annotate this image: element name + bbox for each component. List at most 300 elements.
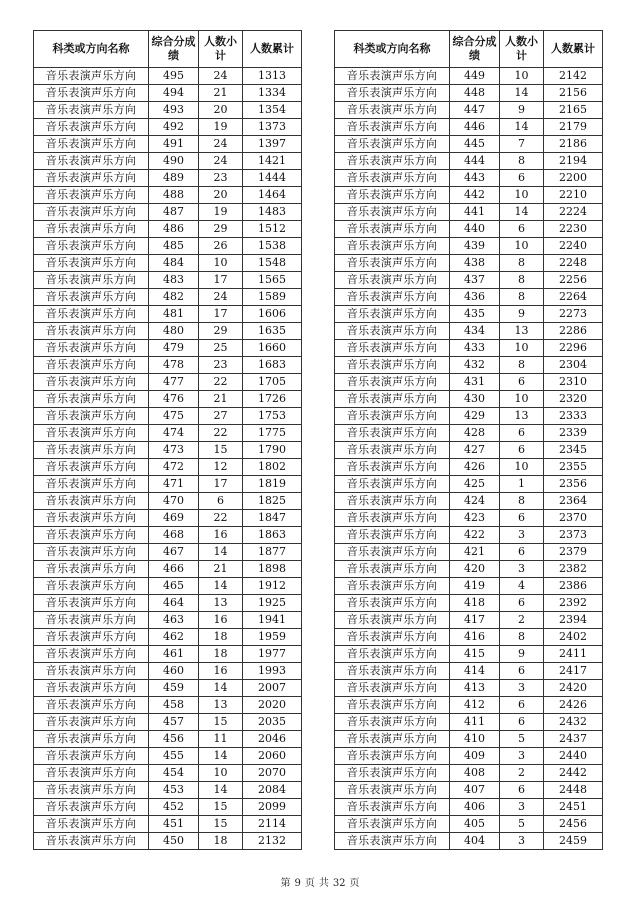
cell-cumulative: 2099	[243, 799, 302, 816]
footer-prefix: 第	[280, 878, 291, 889]
cell-name: 音乐表演声乐方向	[335, 238, 450, 255]
cell-cumulative: 2035	[243, 714, 302, 731]
cell-cumulative: 2310	[544, 374, 603, 391]
table-row	[335, 425, 603, 442]
cell-cumulative: 2382	[544, 561, 603, 578]
cell-count: 6	[500, 714, 544, 731]
cell-count: 18	[199, 646, 243, 663]
table-row	[34, 833, 302, 850]
cell-score: 433	[450, 340, 500, 357]
cell-score: 482	[149, 289, 199, 306]
cell-cumulative: 1977	[243, 646, 302, 663]
cell-cumulative: 1912	[243, 578, 302, 595]
cell-name: 音乐表演声乐方向	[335, 442, 450, 459]
cell-score: 430	[450, 391, 500, 408]
cell-cumulative: 2394	[544, 612, 603, 629]
cell-name: 音乐表演声乐方向	[335, 697, 450, 714]
cell-cumulative: 1925	[243, 595, 302, 612]
cell-score: 407	[450, 782, 500, 799]
cell-score: 461	[149, 646, 199, 663]
cell-count: 2	[500, 612, 544, 629]
table-row	[335, 510, 603, 527]
cell-count: 16	[199, 612, 243, 629]
cell-name: 音乐表演声乐方向	[34, 714, 149, 731]
table-row	[34, 289, 302, 306]
cell-score: 455	[149, 748, 199, 765]
table-row	[34, 578, 302, 595]
cell-name: 音乐表演声乐方向	[34, 187, 149, 204]
table-row	[335, 357, 603, 374]
cell-score: 485	[149, 238, 199, 255]
table-row	[335, 136, 603, 153]
cell-count: 13	[500, 408, 544, 425]
cell-cumulative: 2426	[544, 697, 603, 714]
cell-name: 音乐表演声乐方向	[34, 748, 149, 765]
cell-count: 3	[500, 680, 544, 697]
cell-score: 452	[149, 799, 199, 816]
cell-name: 音乐表演声乐方向	[34, 136, 149, 153]
cell-name: 音乐表演声乐方向	[335, 187, 450, 204]
cell-count: 24	[199, 136, 243, 153]
cell-name: 音乐表演声乐方向	[34, 391, 149, 408]
cell-cumulative: 2459	[544, 833, 603, 850]
cell-cumulative: 2339	[544, 425, 603, 442]
cell-score: 480	[149, 323, 199, 340]
table-row	[335, 289, 603, 306]
cell-cumulative: 2451	[544, 799, 603, 816]
cell-name: 音乐表演声乐方向	[335, 306, 450, 323]
cell-cumulative: 2356	[544, 476, 603, 493]
cell-name: 音乐表演声乐方向	[335, 799, 450, 816]
cell-score: 472	[149, 459, 199, 476]
cell-cumulative: 1941	[243, 612, 302, 629]
cell-score: 441	[450, 204, 500, 221]
cell-count: 7	[500, 136, 544, 153]
cell-cumulative: 2256	[544, 272, 603, 289]
table-row	[335, 119, 603, 136]
table-row	[335, 374, 603, 391]
cell-score: 453	[149, 782, 199, 799]
cell-score: 493	[149, 102, 199, 119]
cell-name: 音乐表演声乐方向	[34, 595, 149, 612]
cell-name: 音乐表演声乐方向	[335, 595, 450, 612]
cell-name: 音乐表演声乐方向	[34, 476, 149, 493]
cell-score: 412	[450, 697, 500, 714]
cell-count: 22	[199, 425, 243, 442]
cell-name: 音乐表演声乐方向	[34, 323, 149, 340]
table-header-row	[335, 31, 603, 68]
cell-name: 音乐表演声乐方向	[34, 578, 149, 595]
cell-cumulative: 2165	[544, 102, 603, 119]
cell-score: 477	[149, 374, 199, 391]
cell-score: 427	[450, 442, 500, 459]
table-row	[34, 442, 302, 459]
cell-score: 439	[450, 238, 500, 255]
cell-cumulative: 1660	[243, 340, 302, 357]
cell-cumulative: 1373	[243, 119, 302, 136]
cell-score: 457	[149, 714, 199, 731]
table-row	[335, 102, 603, 119]
cell-score: 449	[450, 68, 500, 85]
cell-score: 476	[149, 391, 199, 408]
cell-count: 18	[199, 629, 243, 646]
table-row	[34, 374, 302, 391]
table-row	[34, 493, 302, 510]
cell-name: 音乐表演声乐方向	[335, 527, 450, 544]
cell-name: 音乐表演声乐方向	[335, 340, 450, 357]
cell-name: 音乐表演声乐方向	[335, 510, 450, 527]
cell-score: 446	[450, 119, 500, 136]
table-row	[335, 731, 603, 748]
cell-score: 416	[450, 629, 500, 646]
cell-score: 490	[149, 153, 199, 170]
cell-count: 6	[500, 697, 544, 714]
cell-count: 1	[500, 476, 544, 493]
cell-score: 479	[149, 340, 199, 357]
table-row	[335, 476, 603, 493]
cell-name: 音乐表演声乐方向	[335, 85, 450, 102]
cell-cumulative: 2114	[243, 816, 302, 833]
table-row	[335, 170, 603, 187]
cell-cumulative: 2373	[544, 527, 603, 544]
cell-cumulative: 1959	[243, 629, 302, 646]
cell-count: 14	[199, 680, 243, 697]
table-row	[34, 816, 302, 833]
cell-count: 21	[199, 561, 243, 578]
cell-name: 音乐表演声乐方向	[34, 238, 149, 255]
cell-cumulative: 1863	[243, 527, 302, 544]
cell-name: 音乐表演声乐方向	[335, 663, 450, 680]
cell-count: 8	[500, 272, 544, 289]
cell-score: 436	[450, 289, 500, 306]
cell-name: 音乐表演声乐方向	[34, 527, 149, 544]
cell-count: 14	[500, 85, 544, 102]
table-body-left	[34, 68, 302, 850]
cell-count: 10	[199, 255, 243, 272]
cell-cumulative: 2320	[544, 391, 603, 408]
cell-score: 447	[450, 102, 500, 119]
cell-count: 22	[199, 374, 243, 391]
cell-score: 489	[149, 170, 199, 187]
cell-cumulative: 2432	[544, 714, 603, 731]
cell-name: 音乐表演声乐方向	[34, 204, 149, 221]
table-row	[335, 782, 603, 799]
cell-score: 408	[450, 765, 500, 782]
cell-count: 6	[500, 374, 544, 391]
cell-cumulative: 2224	[544, 204, 603, 221]
cell-name: 音乐表演声乐方向	[34, 119, 149, 136]
cell-score: 463	[149, 612, 199, 629]
table-row	[34, 510, 302, 527]
table-body-right	[335, 68, 603, 850]
table-row	[335, 527, 603, 544]
cell-name: 音乐表演声乐方向	[335, 425, 450, 442]
cell-count: 18	[199, 833, 243, 850]
cell-count: 10	[500, 340, 544, 357]
header-cumulative: 人数累计	[243, 31, 302, 68]
cell-count: 3	[500, 799, 544, 816]
cell-count: 8	[500, 357, 544, 374]
cell-score: 431	[450, 374, 500, 391]
cell-score: 432	[450, 357, 500, 374]
footer-page-number: 9	[294, 878, 301, 889]
table-row	[34, 391, 302, 408]
table-row	[335, 578, 603, 595]
table-row	[335, 323, 603, 340]
table-row	[335, 68, 603, 85]
cell-name: 音乐表演声乐方向	[34, 493, 149, 510]
cell-cumulative: 2355	[544, 459, 603, 476]
table-row	[34, 663, 302, 680]
table-row	[335, 561, 603, 578]
header-score: 综合分成绩	[450, 31, 500, 68]
cell-count: 19	[199, 204, 243, 221]
cell-score: 474	[149, 425, 199, 442]
cell-score: 409	[450, 748, 500, 765]
cell-count: 26	[199, 238, 243, 255]
cell-score: 467	[149, 544, 199, 561]
cell-name: 音乐表演声乐方向	[34, 663, 149, 680]
cell-score: 465	[149, 578, 199, 595]
table-row	[335, 544, 603, 561]
cell-score: 459	[149, 680, 199, 697]
cell-cumulative: 2440	[544, 748, 603, 765]
cell-cumulative: 2020	[243, 697, 302, 714]
cell-score: 483	[149, 272, 199, 289]
cell-name: 音乐表演声乐方向	[335, 782, 450, 799]
table-row	[34, 714, 302, 731]
cell-name: 音乐表演声乐方向	[335, 374, 450, 391]
cell-cumulative: 2046	[243, 731, 302, 748]
table-row	[335, 680, 603, 697]
cell-cumulative: 1421	[243, 153, 302, 170]
table-row	[335, 765, 603, 782]
cell-score: 437	[450, 272, 500, 289]
cell-count: 6	[500, 170, 544, 187]
cell-score: 420	[450, 561, 500, 578]
cell-count: 23	[199, 357, 243, 374]
table-row	[34, 425, 302, 442]
table-row	[335, 306, 603, 323]
table-row	[34, 544, 302, 561]
cell-score: 438	[450, 255, 500, 272]
cell-name: 音乐表演声乐方向	[34, 799, 149, 816]
cell-cumulative: 2132	[243, 833, 302, 850]
cell-name: 音乐表演声乐方向	[335, 493, 450, 510]
cell-cumulative: 2402	[544, 629, 603, 646]
cell-cumulative: 2007	[243, 680, 302, 697]
cell-count: 5	[500, 816, 544, 833]
cell-name: 音乐表演声乐方向	[34, 85, 149, 102]
cell-count: 21	[199, 85, 243, 102]
cell-cumulative: 2456	[544, 816, 603, 833]
cell-name: 音乐表演声乐方向	[335, 323, 450, 340]
cell-count: 3	[500, 833, 544, 850]
cell-name: 音乐表演声乐方向	[335, 748, 450, 765]
cell-count: 10	[500, 238, 544, 255]
cell-score: 471	[149, 476, 199, 493]
cell-name: 音乐表演声乐方向	[34, 612, 149, 629]
cell-name: 音乐表演声乐方向	[335, 459, 450, 476]
table-row	[34, 680, 302, 697]
cell-cumulative: 2417	[544, 663, 603, 680]
cell-count: 6	[500, 221, 544, 238]
cell-count: 14	[500, 204, 544, 221]
cell-count: 10	[500, 391, 544, 408]
table-row	[34, 527, 302, 544]
cell-count: 27	[199, 408, 243, 425]
cell-score: 473	[149, 442, 199, 459]
cell-cumulative: 1790	[243, 442, 302, 459]
cell-score: 450	[149, 833, 199, 850]
cell-name: 音乐表演声乐方向	[335, 102, 450, 119]
cell-cumulative: 1877	[243, 544, 302, 561]
cell-count: 13	[500, 323, 544, 340]
cell-cumulative: 2364	[544, 493, 603, 510]
cell-score: 491	[149, 136, 199, 153]
cell-cumulative: 1726	[243, 391, 302, 408]
table-row	[335, 459, 603, 476]
cell-name: 音乐表演声乐方向	[34, 646, 149, 663]
cell-name: 音乐表演声乐方向	[335, 561, 450, 578]
cell-name: 音乐表演声乐方向	[335, 816, 450, 833]
cell-score: 478	[149, 357, 199, 374]
cell-score: 414	[450, 663, 500, 680]
table-row	[34, 255, 302, 272]
cell-cumulative: 1548	[243, 255, 302, 272]
table-row	[335, 748, 603, 765]
table-row	[34, 731, 302, 748]
cell-count: 13	[199, 595, 243, 612]
cell-score: 444	[450, 153, 500, 170]
cell-name: 音乐表演声乐方向	[335, 391, 450, 408]
cell-cumulative: 2392	[544, 595, 603, 612]
cell-name: 音乐表演声乐方向	[34, 68, 149, 85]
header-name: 科类或方向名称	[34, 31, 149, 68]
cell-score: 425	[450, 476, 500, 493]
footer-page-word: 页	[304, 878, 315, 889]
cell-cumulative: 1464	[243, 187, 302, 204]
cell-count: 5	[500, 731, 544, 748]
table-row	[34, 102, 302, 119]
cell-count: 17	[199, 306, 243, 323]
cell-cumulative: 2411	[544, 646, 603, 663]
cell-cumulative: 2070	[243, 765, 302, 782]
table-row	[335, 646, 603, 663]
cell-count: 24	[199, 289, 243, 306]
cell-score: 424	[450, 493, 500, 510]
cell-count: 6	[500, 442, 544, 459]
cell-score: 460	[149, 663, 199, 680]
cell-count: 8	[500, 493, 544, 510]
cell-score: 451	[149, 816, 199, 833]
cell-name: 音乐表演声乐方向	[335, 714, 450, 731]
cell-score: 429	[450, 408, 500, 425]
cell-score: 435	[450, 306, 500, 323]
cell-count: 29	[199, 221, 243, 238]
table-row	[335, 629, 603, 646]
cell-cumulative: 1802	[243, 459, 302, 476]
cell-cumulative: 2142	[544, 68, 603, 85]
table-row	[34, 782, 302, 799]
cell-score: 405	[450, 816, 500, 833]
table-row	[335, 833, 603, 850]
cell-count: 25	[199, 340, 243, 357]
cell-count: 4	[500, 578, 544, 595]
table-row	[335, 714, 603, 731]
cell-score: 481	[149, 306, 199, 323]
cell-count: 15	[199, 816, 243, 833]
cell-cumulative: 1589	[243, 289, 302, 306]
cell-count: 6	[500, 425, 544, 442]
cell-score: 494	[149, 85, 199, 102]
cell-count: 6	[500, 782, 544, 799]
cell-count: 15	[199, 714, 243, 731]
cell-count: 20	[199, 187, 243, 204]
cell-score: 468	[149, 527, 199, 544]
cell-count: 14	[500, 119, 544, 136]
cell-cumulative: 1825	[243, 493, 302, 510]
table-row	[34, 238, 302, 255]
cell-name: 音乐表演声乐方向	[34, 425, 149, 442]
cell-name: 音乐表演声乐方向	[34, 102, 149, 119]
cell-cumulative: 1354	[243, 102, 302, 119]
table-row	[335, 391, 603, 408]
cell-count: 6	[500, 544, 544, 561]
cell-count: 20	[199, 102, 243, 119]
cell-name: 音乐表演声乐方向	[34, 544, 149, 561]
cell-count: 17	[199, 476, 243, 493]
cell-cumulative: 1898	[243, 561, 302, 578]
cell-score: 475	[149, 408, 199, 425]
cell-cumulative: 2379	[544, 544, 603, 561]
cell-cumulative: 1847	[243, 510, 302, 527]
cell-name: 音乐表演声乐方向	[34, 272, 149, 289]
cell-cumulative: 2060	[243, 748, 302, 765]
table-row	[34, 646, 302, 663]
cell-score: 417	[450, 612, 500, 629]
cell-count: 16	[199, 663, 243, 680]
cell-count: 19	[199, 119, 243, 136]
cell-name: 音乐表演声乐方向	[34, 289, 149, 306]
cell-cumulative: 2248	[544, 255, 603, 272]
cell-cumulative: 1705	[243, 374, 302, 391]
cell-score: 462	[149, 629, 199, 646]
cell-count: 15	[199, 442, 243, 459]
cell-count: 8	[500, 629, 544, 646]
cell-score: 422	[450, 527, 500, 544]
cell-cumulative: 2200	[544, 170, 603, 187]
table-row	[34, 170, 302, 187]
cell-name: 音乐表演声乐方向	[335, 408, 450, 425]
table-row	[335, 187, 603, 204]
table-row	[335, 612, 603, 629]
cell-cumulative: 1753	[243, 408, 302, 425]
cell-count: 6	[500, 595, 544, 612]
cell-score: 445	[450, 136, 500, 153]
cell-score: 413	[450, 680, 500, 697]
table-row	[34, 119, 302, 136]
cell-name: 音乐表演声乐方向	[34, 153, 149, 170]
cell-name: 音乐表演声乐方向	[34, 680, 149, 697]
cell-cumulative: 2437	[544, 731, 603, 748]
page-footer	[0, 874, 640, 889]
cell-cumulative: 1334	[243, 85, 302, 102]
cell-count: 23	[199, 170, 243, 187]
cell-cumulative: 2286	[544, 323, 603, 340]
cell-count: 11	[199, 731, 243, 748]
cell-score: 428	[450, 425, 500, 442]
